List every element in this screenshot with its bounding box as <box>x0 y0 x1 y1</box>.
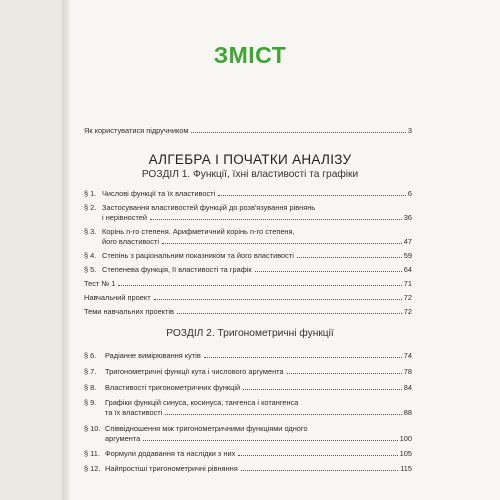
toc-entry-project[interactable] <box>84 293 412 302</box>
toc-entry-text-cont: його властивості <box>102 237 159 246</box>
dot-leader <box>204 357 402 358</box>
toc-entry-text: Застосування властивостей функцій до розв'язування рівнянь <box>102 203 316 212</box>
toc-entry-page: 115 <box>400 464 412 473</box>
toc-entry-number: § 8. <box>84 383 97 392</box>
page-title: ЗМІСТ <box>213 42 287 68</box>
dot-leader <box>218 195 406 196</box>
toc-entry-page: 84 <box>403 383 412 392</box>
toc-entry-7[interactable] <box>84 367 412 376</box>
toc-entry-text: Формули додавання та наслідки з них <box>105 449 236 458</box>
section-heading-1: РОЗДІЛ 1. Функції, їхні властивості та графіки <box>141 169 359 180</box>
dot-leader <box>154 299 402 300</box>
toc-entry-8[interactable] <box>84 383 412 392</box>
toc-entry-number: § 4. <box>84 251 97 260</box>
toc-entry-text: Степенева функція, її властивості та графік <box>102 265 252 274</box>
toc-entry-10-cont[interactable] <box>105 434 412 443</box>
toc-entry-number: § 5. <box>84 265 97 274</box>
dot-leader <box>118 285 401 286</box>
toc-entry-page: 64 <box>403 265 412 274</box>
toc-entry-page: 72 <box>403 307 412 316</box>
section-heading-2: РОЗДІЛ 2. Тригонометричні функції <box>166 328 334 339</box>
toc-entry-page: 47 <box>403 237 412 246</box>
toc-entry-number: § 1. <box>84 189 97 198</box>
toc-entry-6[interactable] <box>84 351 412 360</box>
toc-entry-intro[interactable] <box>84 126 412 135</box>
toc-entry-page: 72 <box>403 293 412 302</box>
toc-entry-number: § 12. <box>84 464 101 473</box>
toc-entry-number: § 10. <box>84 424 101 433</box>
toc-entry-project-topics[interactable] <box>84 307 412 316</box>
part-heading: АЛГЕБРА І ПОЧАТКИ АНАЛІЗУ <box>148 152 352 167</box>
dot-leader <box>243 389 402 390</box>
toc-entry-12[interactable] <box>84 464 412 473</box>
toc-entry-9[interactable] <box>84 398 412 407</box>
toc-entry-text-cont: і нерівностей <box>102 213 147 222</box>
toc-entry-page: 6 <box>407 189 412 198</box>
toc-entry-4[interactable] <box>84 251 412 260</box>
dot-leader <box>191 132 405 133</box>
toc-entry-page: 71 <box>403 279 412 288</box>
dot-leader <box>297 257 402 258</box>
toc-entry-11[interactable] <box>84 449 412 458</box>
toc-entry-1[interactable] <box>84 189 412 198</box>
toc-entry-text: Навчальний проект <box>84 293 151 302</box>
toc-entry-text: Степінь з раціональним показником та його властивості <box>102 251 294 260</box>
toc-entry-text: Радіанне вимірювання кутів <box>105 351 201 360</box>
toc-entry-number: § 3. <box>84 227 97 236</box>
toc-entry-number: § 2. <box>84 203 97 212</box>
toc-entry-9-cont[interactable] <box>105 408 412 417</box>
toc-entry-page: 36 <box>403 213 412 222</box>
toc-entry-text: Найпростіші тригонометричні рівняння <box>105 464 238 473</box>
toc-entry-page: 105 <box>399 449 412 458</box>
dot-leader <box>241 470 398 471</box>
toc-entry-10[interactable] <box>84 424 412 433</box>
toc-entry-3-cont[interactable] <box>102 237 412 246</box>
toc-entry-text: Як користуватися підручником <box>84 126 189 135</box>
toc-entry-text: Теми навчальних проектів <box>84 307 174 316</box>
toc-entry-page: 100 <box>399 434 412 443</box>
toc-entry-2-cont[interactable] <box>102 213 412 222</box>
toc-entry-test-1[interactable] <box>84 279 412 288</box>
toc-entry-page: 88 <box>403 408 412 417</box>
toc-entry-text-cont: та їх властивості <box>105 408 163 417</box>
toc-entry-text: Співвідношення між тригонометричними функціями одного <box>105 424 308 433</box>
toc-entry-text: Тест № 1 <box>84 279 116 288</box>
toc-entry-5[interactable] <box>84 265 412 274</box>
toc-entry-number: § 9. <box>84 398 97 407</box>
toc-entry-page: 3 <box>407 126 412 135</box>
toc-entry-number: § 6. <box>84 351 97 360</box>
toc-entry-page: 78 <box>403 367 412 376</box>
dot-leader <box>287 373 402 374</box>
toc-entry-2[interactable] <box>84 203 412 212</box>
dot-leader <box>165 414 401 415</box>
page-edge <box>62 0 70 500</box>
toc-entry-text: Властивості тригонометричних функцій <box>105 383 241 392</box>
toc-entry-number: § 7. <box>84 367 97 376</box>
dot-leader <box>177 313 402 314</box>
dot-leader <box>238 455 397 456</box>
toc-entry-text: Числові функції та їх властивості <box>102 189 216 198</box>
toc-entry-3[interactable] <box>84 227 412 236</box>
toc-entry-text: Тригонометричні функції кута і числового аргумента <box>105 367 284 376</box>
dot-leader <box>255 271 402 272</box>
toc-entry-text: Корінь n-го степеня. Арифметичний корінь n-го степеня, <box>102 227 295 236</box>
toc-entry-text: Графіки функцій синуса, косинуса, тангенса і котангенса <box>105 398 299 407</box>
dot-leader <box>150 219 402 220</box>
toc-entry-page: 74 <box>403 351 412 360</box>
toc-entry-page: 59 <box>403 251 412 260</box>
dot-leader <box>162 243 402 244</box>
toc-entry-number: § 11. <box>84 449 100 458</box>
dot-leader <box>143 440 397 441</box>
toc-entry-text-cont: аргумента <box>105 434 141 443</box>
